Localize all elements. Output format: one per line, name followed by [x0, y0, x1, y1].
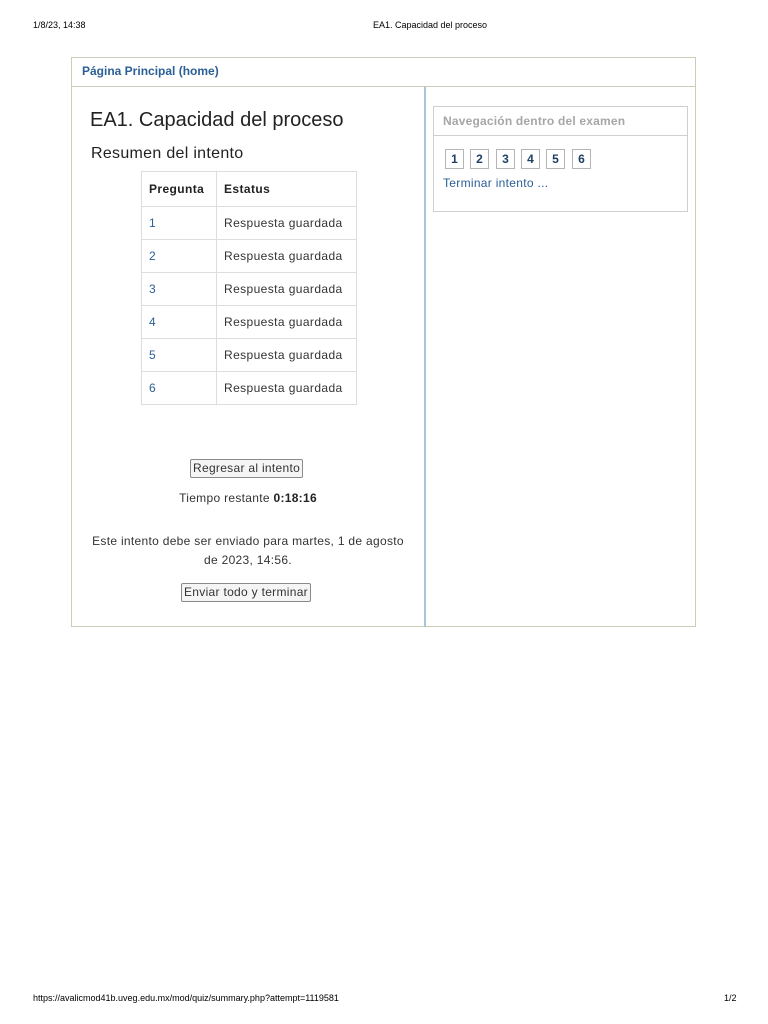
summary-subtitle: Resumen del intento — [91, 145, 244, 162]
submit-all-button[interactable]: Enviar todo y terminar — [181, 583, 311, 602]
attempt-summary-table — [141, 171, 357, 405]
question-status: Respuesta guardada — [217, 240, 357, 273]
due-notice: Este intento debe ser enviado para martes, 1 de agosto de 2023, 14:56. — [92, 534, 404, 567]
question-status: Respuesta guardada — [217, 306, 357, 339]
time-remaining — [72, 491, 424, 505]
question-status: Respuesta guardada — [217, 273, 357, 306]
print-page-number: 1/2 — [724, 993, 737, 1003]
question-link[interactable]: 5 — [142, 339, 217, 372]
question-button-4[interactable]: 4 — [521, 149, 540, 169]
print-date: 1/8/23, 14:38 — [33, 20, 86, 30]
question-link[interactable]: 6 — [142, 372, 217, 405]
quiz-navigation-header — [434, 107, 687, 136]
main-region — [72, 87, 424, 627]
column-header-status: Estatus — [217, 172, 357, 207]
quiz-navigation-title: Navegación dentro del examen — [443, 114, 626, 128]
home-link[interactable]: Página Principal (home) — [82, 64, 219, 78]
question-button-5[interactable]: 5 — [546, 149, 565, 169]
print-title: EA1. Capacidad del proceso — [372, 20, 488, 30]
question-button-6[interactable]: 6 — [572, 149, 591, 169]
table-row — [142, 339, 357, 372]
time-remaining-value: 0:18:16 — [273, 491, 317, 505]
table-row — [142, 306, 357, 339]
table-row — [142, 207, 357, 240]
page-title: EA1. Capacidad del proceso — [90, 109, 344, 131]
question-link[interactable]: 1 — [142, 207, 217, 240]
question-link[interactable]: 3 — [142, 273, 217, 306]
table-row — [142, 273, 357, 306]
question-button-3[interactable]: 3 — [496, 149, 515, 169]
print-header — [0, 20, 768, 34]
question-status: Respuesta guardada — [217, 207, 357, 240]
table-row — [142, 372, 357, 405]
question-status: Respuesta guardada — [217, 372, 357, 405]
table-header-row — [142, 172, 357, 207]
quiz-navigation-block — [433, 106, 688, 212]
time-remaining-label: Tiempo restante — [179, 491, 270, 505]
question-status: Respuesta guardada — [217, 339, 357, 372]
column-header-question: Pregunta — [142, 172, 217, 207]
question-button-1[interactable]: 1 — [445, 149, 464, 169]
question-button-2[interactable]: 2 — [470, 149, 489, 169]
page-frame — [71, 57, 696, 627]
finish-attempt-link[interactable]: Terminar intento ... — [443, 176, 549, 190]
return-to-attempt-button[interactable]: Regresar al intento — [190, 459, 303, 478]
print-url: https://avalicmod41b.uveg.edu.mx/mod/quiz/summary.php?attempt=1119581 — [33, 993, 339, 1003]
breadcrumb — [72, 58, 695, 87]
question-link[interactable]: 4 — [142, 306, 217, 339]
column-divider — [424, 87, 426, 627]
question-link[interactable]: 2 — [142, 240, 217, 273]
table-row — [142, 240, 357, 273]
